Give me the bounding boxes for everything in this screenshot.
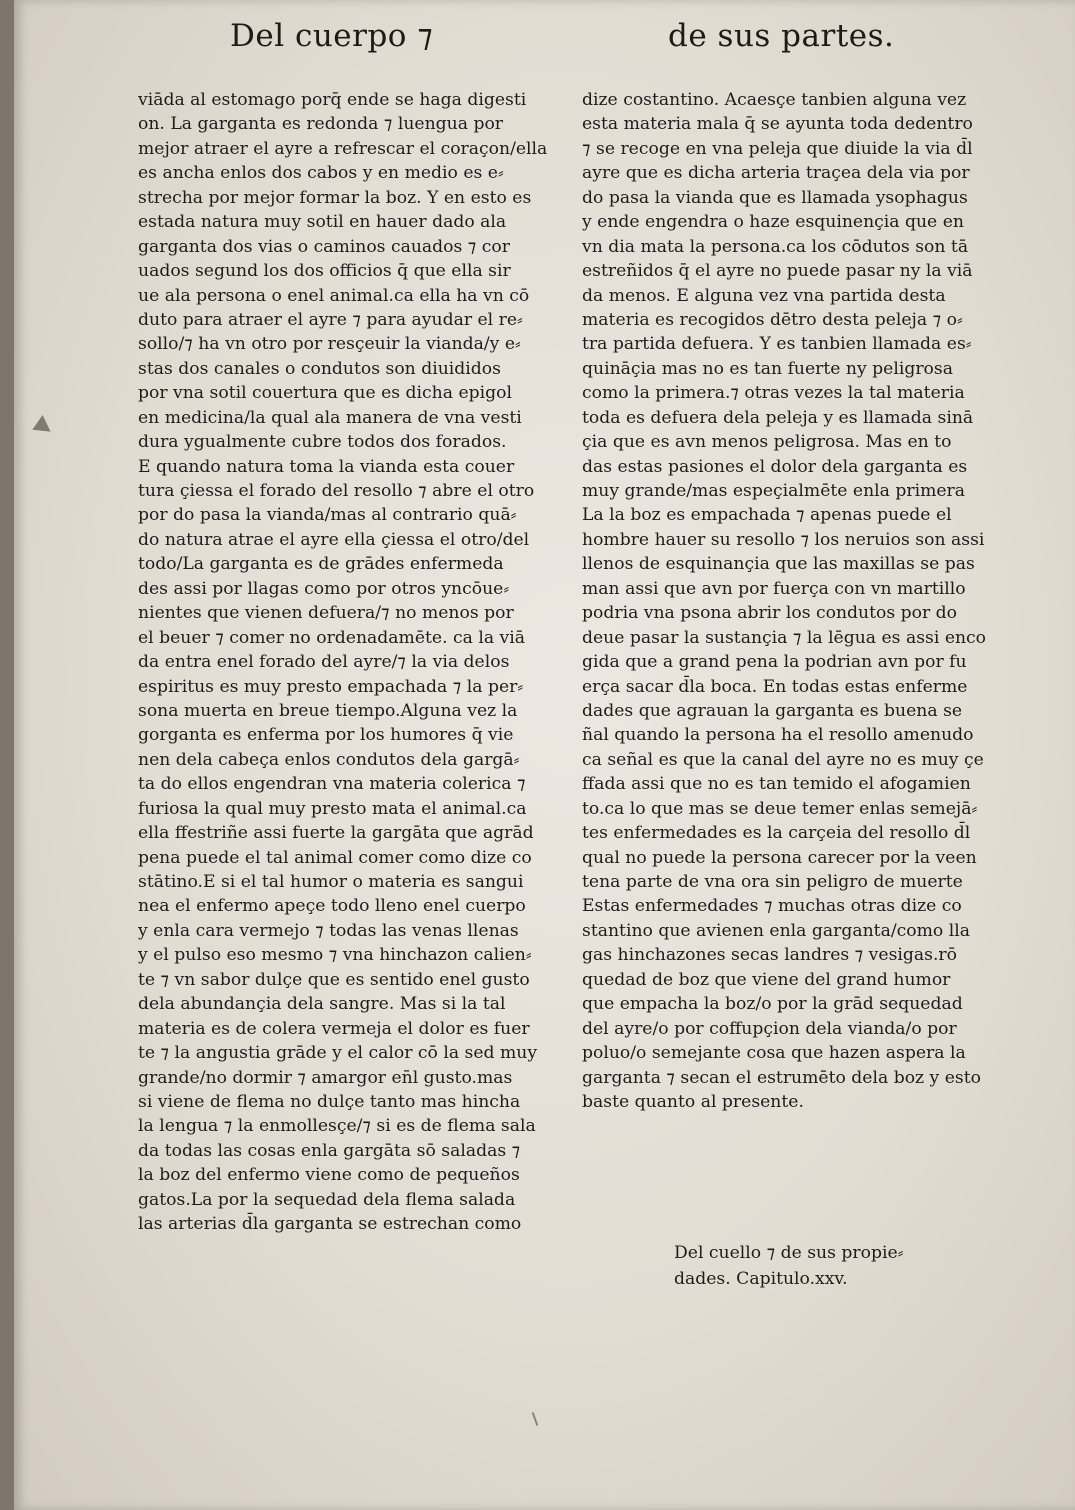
text-line: ffada assi que no es tan temido el afogamien [582, 774, 971, 795]
text-line: dize costantino. Acaesçe tanbien alguna vez [582, 90, 967, 110]
text-line: y el pulso eso mesmo ⁊ vna hinchazon calien⸗ [138, 945, 532, 966]
text-line: garganta dos vias o caminos cauados ⁊ cor [138, 236, 510, 257]
text-line: podria vna psona abrir los condutos por do [582, 603, 958, 624]
text-line: materia es de colera vermeja el dolor es fuer [138, 1018, 530, 1039]
text-line: muy grande/mas espeçialmēte enla primera [582, 481, 966, 501]
book-page [14, 0, 1075, 1510]
text-line: quināçia mas no es tan fuerte ny peligrosa [582, 358, 953, 379]
text-line: toda es defuera dela peleja y es llamada sinā [582, 407, 974, 428]
text-line: la boz del enfermo viene como de pequeños [138, 1165, 520, 1186]
chapter-heading [674, 1240, 903, 1292]
text-line: como la primera.⁊ otras vezes la tal materia [582, 383, 965, 404]
text-line: des assi por llagas como por otros yncōue⸗ [138, 578, 510, 599]
text-line: çia que es avn menos peligrosa. Mas en to [582, 432, 952, 453]
running-header-right: de sus partes. [668, 18, 895, 54]
text-line: llenos de esquinançia que las maxillas se pas [582, 554, 975, 575]
text-line: stantino que avienen enla garganta/como lla [582, 920, 970, 941]
text-line: por vna sotil couertura que es dicha epigol [138, 383, 512, 404]
text-line: dela abundançia dela sangre. Mas si la tal [138, 994, 506, 1015]
text-line: do pasa la vianda que es llamada ysophagus [582, 187, 968, 208]
text-line: nea el enfermo apeçe todo lleno enel cuerpo [138, 896, 526, 917]
text-line: ue ala persona o enel animal.ca ella ha vn cō [138, 285, 530, 306]
text-line: ñal quando la persona ha el resollo amenudo [582, 725, 974, 746]
text-line: das estas pasiones el dolor dela garganta es [582, 456, 968, 477]
text-line: viāda al estomago porq̄ ende se haga digesti [138, 90, 527, 110]
text-line: grande/no dormir ⁊ amargor en̄l gusto.mas [138, 1067, 513, 1088]
text-line: da menos. E alguna vez vna partida desta [582, 285, 946, 306]
text-line: estada natura muy sotil en hauer dado ala [138, 212, 507, 233]
text-line: las arterias d̄la garganta se estrechan como [138, 1214, 522, 1235]
text-line: gas hinchazones secas landres ⁊ vesigas.rō [582, 945, 957, 966]
text-line: nen dela cabeça enlos condutos dela gargā⸗ [138, 749, 520, 770]
text-line: ca señal es que la canal del ayre no es muy çe [582, 749, 984, 770]
text-line: da entra enel forado del ayre/⁊ la via delos [138, 652, 510, 673]
text-line: pena puede el tal animal comer como dize co [138, 847, 532, 868]
running-header-left: Del cuerpo ⁊ [230, 18, 434, 54]
text-line: que empacha la boz/o por la grād sequedad [582, 994, 963, 1015]
text-line: el beuer ⁊ comer no ordenadamēte. ca la viā [138, 627, 526, 648]
right-text-column [582, 88, 1002, 1114]
text-line: nientes que vienen defuera/⁊ no menos por [138, 603, 514, 624]
text-line: do natura atrae el ayre ella çiessa el otro/del [138, 529, 530, 550]
text-line: del ayre/o por coffupçion dela vianda/o por [582, 1018, 957, 1039]
text-line: qual no puede la persona carecer por la veen [582, 847, 977, 868]
text-line: gorganta es enferma por los humores q̄ vie [138, 725, 514, 746]
text-line: sollo/⁊ ha vn otro por resçeuir la vianda/y e⸗ [138, 334, 521, 355]
text-line: gatos.La por la sequedad dela flema salada [138, 1189, 516, 1210]
text-line: to.ca lo que mas se deue temer enlas semejā⸗ [582, 798, 978, 819]
text-line: te ⁊ la angustia grāde y el calor cō la sed muy [138, 1043, 538, 1064]
text-line: materia es recogidos dētro desta peleja ⁊ o⸗ [582, 309, 963, 330]
text-line: vn dia mata la persona.ca los cōdutos son tā [582, 236, 969, 257]
text-line: uados segund los dos officios q̄ que ella sir [138, 261, 511, 282]
text-line: hombre hauer su resollo ⁊ los neruios son assi [582, 529, 985, 550]
text-line: stātino.E si el tal humor o materia es sangui [138, 872, 524, 892]
text-line: poluo/o semejante cosa que hazen aspera la [582, 1043, 966, 1064]
text-line: deue pasar la sustançia ⁊ la lēgua es assi enco [582, 627, 987, 648]
text-line: garganta ⁊ secan el estrumēto dela boz y esto [582, 1067, 981, 1088]
text-line: si viene de flema no dulçe tanto mas hincha [138, 1091, 521, 1112]
text-line: man assi que avn por fuerça con vn martillo [582, 578, 966, 599]
text-line: todo/La garganta es de grādes enfermeda [138, 554, 504, 575]
text-line: gida que a grand pena la podrian avn por fu [582, 652, 967, 673]
text-line: en medicina/la qual ala manera de vna vesti [138, 407, 522, 428]
chapter-heading-line: dades. Capitulo.xxv. [674, 1269, 848, 1289]
text-line: stas dos canales o condutos son diuididos [138, 358, 501, 379]
margin-tick-mark [532, 1412, 539, 1426]
text-line: tura çiessa el forado del resollo ⁊ abre el otro [138, 481, 535, 501]
margin-pointer-mark [32, 415, 55, 439]
text-line: strecha por mejor formar la boz. Y en esto es [138, 187, 532, 208]
text-line: la lengua ⁊ la enmollesçe/⁊ si es de flema sala [138, 1116, 536, 1137]
text-line: Estas enfermedades ⁊ muchas otras dize co [582, 896, 962, 917]
text-line: ta do ellos engendran vna materia colerica ⁊ [138, 774, 526, 795]
text-line: baste quanto al presente. [582, 1091, 804, 1112]
text-line: quedad de boz que viene del grand humor [582, 969, 951, 990]
text-line: on. La garganta es redonda ⁊ luengua por [138, 114, 504, 135]
text-line: es ancha enlos dos cabos y en medio es e⸗ [138, 163, 504, 184]
text-line: ⁊ se recoge en vna peleja que diuide la via d̄l [582, 138, 973, 159]
text-line: espiritus es muy presto empachada ⁊ la per⸗ [138, 676, 524, 697]
text-line: por do pasa la vianda/mas al contrario quā⸗ [138, 505, 517, 526]
chapter-heading-line: Del cuello ⁊ de sus propie⸗ [674, 1243, 904, 1263]
text-line: y enla cara vermejo ⁊ todas las venas llenas [138, 920, 519, 941]
text-line: tes enfermedades es la carçeia del resollo d̄l [582, 823, 971, 844]
text-line: y ende engendra o haze esquinençia que en [582, 212, 964, 233]
text-line: ayre que es dicha arteria traçea dela via por [582, 163, 970, 184]
left-text-column [138, 88, 558, 1237]
text-line: ella ffestriñe assi fuerte la gargāta que agrād [138, 823, 534, 844]
text-line: mejor atraer el ayre a refrescar el coraçon/ella [138, 138, 548, 159]
text-line: La la boz es empachada ⁊ apenas puede el [582, 505, 952, 526]
text-line: sona muerta en breue tiempo.Alguna vez la [138, 700, 518, 721]
text-line: furiosa la qual muy presto mata el animal.ca [138, 798, 527, 819]
text-line: tena parte de vna ora sin peligro de muerte [582, 872, 963, 892]
text-line: duto para atraer el ayre ⁊ para ayudar el re⸗ [138, 309, 523, 330]
text-line: erça sacar d̄la boca. En todas estas enferme [582, 676, 968, 697]
text-line: da todas las cosas enla gargāta sō saladas ⁊ [138, 1140, 521, 1161]
text-line: tra partida defuera. Y es tanbien llamada es⸗ [582, 334, 972, 355]
text-line: dades que agrauan la garganta es buena se [582, 700, 963, 721]
text-line: esta materia mala q̄ se ayunta toda dedentro [582, 114, 973, 135]
text-line: dura ygualmente cubre todos dos forados. [138, 432, 507, 453]
text-line: E quando natura toma la vianda esta couer [138, 456, 515, 477]
text-line: te ⁊ vn sabor dulçe que es sentido enel gusto [138, 969, 530, 990]
text-line: estreñidos q̄ el ayre no puede pasar ny la viā [582, 261, 973, 282]
